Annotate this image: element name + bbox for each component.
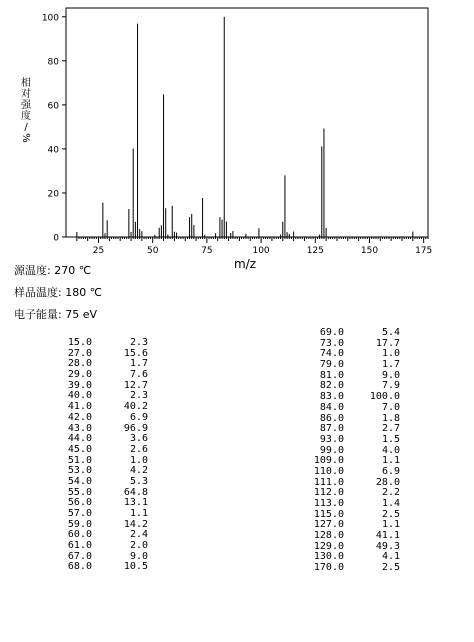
- abundance-value: 6.9: [129, 411, 148, 423]
- condition-label: 样品温度:: [14, 286, 62, 299]
- condition-source-temp: [14, 262, 91, 278]
- mz-value: 86.0: [319, 412, 344, 424]
- abundance-value: 15.6: [123, 347, 148, 359]
- mz-value: 79.0: [319, 359, 344, 371]
- mz-value: 67.0: [67, 550, 92, 562]
- y-label-char: 度: [21, 111, 31, 122]
- abundance-value: 2.3: [129, 337, 148, 348]
- y-tick-label: 40: [47, 145, 59, 156]
- mz-value: 129.0: [313, 540, 344, 552]
- mz-value: 111.0: [313, 476, 344, 488]
- abundance-value: 2.2: [381, 487, 400, 499]
- table-row: [284, 403, 400, 414]
- table-row: [32, 445, 148, 456]
- abundance-value: 1.0: [381, 348, 400, 360]
- abundance-value: 7.9: [381, 380, 400, 392]
- peak-table-right: [284, 328, 400, 574]
- mz-value: 83.0: [319, 391, 344, 403]
- y-label-char: 强: [21, 100, 31, 111]
- abundance-value: 2.7: [381, 423, 400, 435]
- mz-value: 45.0: [67, 443, 92, 455]
- mz-value: 69.0: [319, 327, 344, 338]
- x-tick-label: 175: [415, 246, 433, 256]
- mz-value: 130.0: [313, 551, 344, 563]
- abundance-value: 1.0: [129, 454, 148, 466]
- abundance-value: 2.5: [381, 562, 400, 574]
- mz-value: 40.0: [67, 390, 92, 402]
- peak-table-left: [32, 338, 148, 573]
- y-label-char: /: [24, 122, 28, 133]
- plot-frame: [66, 8, 428, 237]
- y-tick-label: 0: [53, 233, 59, 244]
- mz-value: 29.0: [67, 369, 92, 381]
- mz-value: 99.0: [319, 444, 344, 456]
- abundance-value: 64.8: [123, 486, 148, 498]
- y-label-char: 相: [21, 78, 31, 89]
- abundance-value: 1.1: [129, 508, 148, 519]
- condition-label: 源温度:: [14, 264, 51, 277]
- condition-value: 180 ℃: [65, 286, 103, 299]
- abundance-value: 1.7: [129, 358, 148, 370]
- y-label-char: 对: [21, 89, 31, 100]
- condition-value: 270 ℃: [54, 264, 92, 277]
- condition-value: 75 eV: [65, 308, 98, 321]
- abundance-value: 7.0: [381, 401, 400, 413]
- y-tick-label: 80: [47, 57, 59, 68]
- mz-value: 128.0: [313, 530, 344, 542]
- mz-value: 93.0: [319, 433, 344, 445]
- mz-value: 84.0: [319, 401, 344, 413]
- abundance-value: 1.4: [381, 498, 400, 509]
- abundance-value: 7.6: [129, 369, 148, 381]
- mz-value: 27.0: [67, 347, 92, 359]
- abundance-value: 13.1: [123, 497, 148, 509]
- abundance-value: 28.0: [375, 476, 400, 488]
- table-row: [32, 562, 148, 573]
- abundance-value: 4.2: [129, 465, 148, 477]
- x-tick-label: 25: [92, 246, 105, 256]
- mz-value: 44.0: [67, 433, 92, 445]
- y-tick-label: 100: [41, 13, 59, 24]
- abundance-value: 6.9: [381, 465, 400, 477]
- y-tick-label: 20: [47, 189, 59, 200]
- abundance-value: 96.9: [123, 422, 148, 434]
- x-tick-label: 50: [146, 246, 159, 256]
- abundance-value: 3.6: [129, 433, 148, 445]
- chart-axes: [66, 8, 428, 237]
- abundance-value: 5.3: [129, 475, 148, 487]
- mass-spectrum-chart: [0, 0, 474, 280]
- x-tick-label: 125: [306, 246, 324, 256]
- mz-value: 54.0: [67, 475, 92, 487]
- abundance-value: 1.7: [381, 359, 400, 371]
- mz-value: 51.0: [67, 454, 92, 466]
- mz-value: 82.0: [319, 380, 344, 392]
- mz-value: 39.0: [67, 379, 92, 391]
- abundance-value: 1.5: [381, 433, 400, 445]
- abundance-value: 4.1: [381, 551, 400, 563]
- abundance-value: 9.0: [381, 369, 400, 381]
- abundance-value: 4.0: [381, 444, 400, 456]
- mz-value: 53.0: [67, 465, 92, 477]
- abundance-value: 12.7: [123, 379, 148, 391]
- mz-value: 87.0: [319, 423, 344, 435]
- mz-value: 81.0: [319, 369, 344, 381]
- y-axis-label: [20, 76, 32, 143]
- mz-value: 56.0: [67, 497, 92, 509]
- abundance-value: 2.3: [129, 390, 148, 402]
- mz-value: 109.0: [313, 455, 344, 467]
- x-tick-label: 150: [360, 246, 379, 256]
- mz-value: 15.0: [67, 337, 92, 348]
- abundance-value: 41.1: [375, 530, 400, 542]
- abundance-value: 1.1: [381, 519, 400, 531]
- mz-value: 59.0: [67, 518, 92, 530]
- x-axis-ticks: [77, 237, 432, 256]
- mz-value: 127.0: [313, 519, 344, 531]
- abundance-value: 2.6: [129, 443, 148, 455]
- abundance-value: 40.2: [123, 401, 148, 413]
- abundance-value: 1.1: [381, 455, 400, 467]
- abundance-value: 2.0: [129, 540, 148, 552]
- y-axis-ticks: [42, 13, 66, 243]
- table-row: [32, 413, 148, 424]
- mz-value: 170.0: [313, 562, 344, 574]
- x-axis-label: m/z: [233, 257, 257, 271]
- mz-value: 112.0: [313, 487, 344, 499]
- abundance-value: 14.2: [123, 518, 148, 530]
- table-row: [284, 435, 400, 446]
- mz-value: 41.0: [67, 401, 92, 413]
- mz-value: 74.0: [319, 348, 344, 360]
- condition-label: 电子能量:: [14, 308, 62, 321]
- mz-value: 42.0: [67, 411, 92, 423]
- abundance-value: 10.5: [123, 561, 148, 573]
- y-label-char: %: [20, 133, 31, 143]
- abundance-value: 9.0: [129, 550, 148, 562]
- chart-peaks: [77, 17, 413, 237]
- table-row: [284, 563, 400, 574]
- y-tick-label: 60: [47, 101, 59, 112]
- x-tick-label: 75: [201, 246, 213, 256]
- abundance-value: 2.4: [129, 529, 148, 541]
- mz-value: 110.0: [313, 465, 344, 477]
- abundance-value: 17.7: [375, 337, 400, 349]
- abundance-value: 1.8: [381, 412, 400, 424]
- abundance-value: 100.0: [369, 391, 400, 403]
- mz-value: 68.0: [67, 561, 92, 573]
- mz-value: 55.0: [67, 486, 92, 498]
- abundance-value: 5.4: [381, 327, 400, 338]
- abundance-value: 49.3: [375, 540, 400, 552]
- condition-sample-temp: [14, 284, 102, 300]
- mz-value: 115.0: [313, 508, 344, 520]
- mz-value: 60.0: [67, 529, 92, 541]
- mz-value: 57.0: [67, 508, 92, 519]
- x-tick-label: 100: [252, 246, 270, 256]
- condition-electron-energy: [14, 306, 97, 322]
- mz-value: 43.0: [67, 422, 92, 434]
- mz-value: 28.0: [67, 358, 92, 370]
- mz-value: 113.0: [313, 498, 344, 509]
- mz-value: 61.0: [67, 540, 92, 552]
- mz-value: 73.0: [319, 337, 344, 349]
- abundance-value: 2.5: [381, 508, 400, 520]
